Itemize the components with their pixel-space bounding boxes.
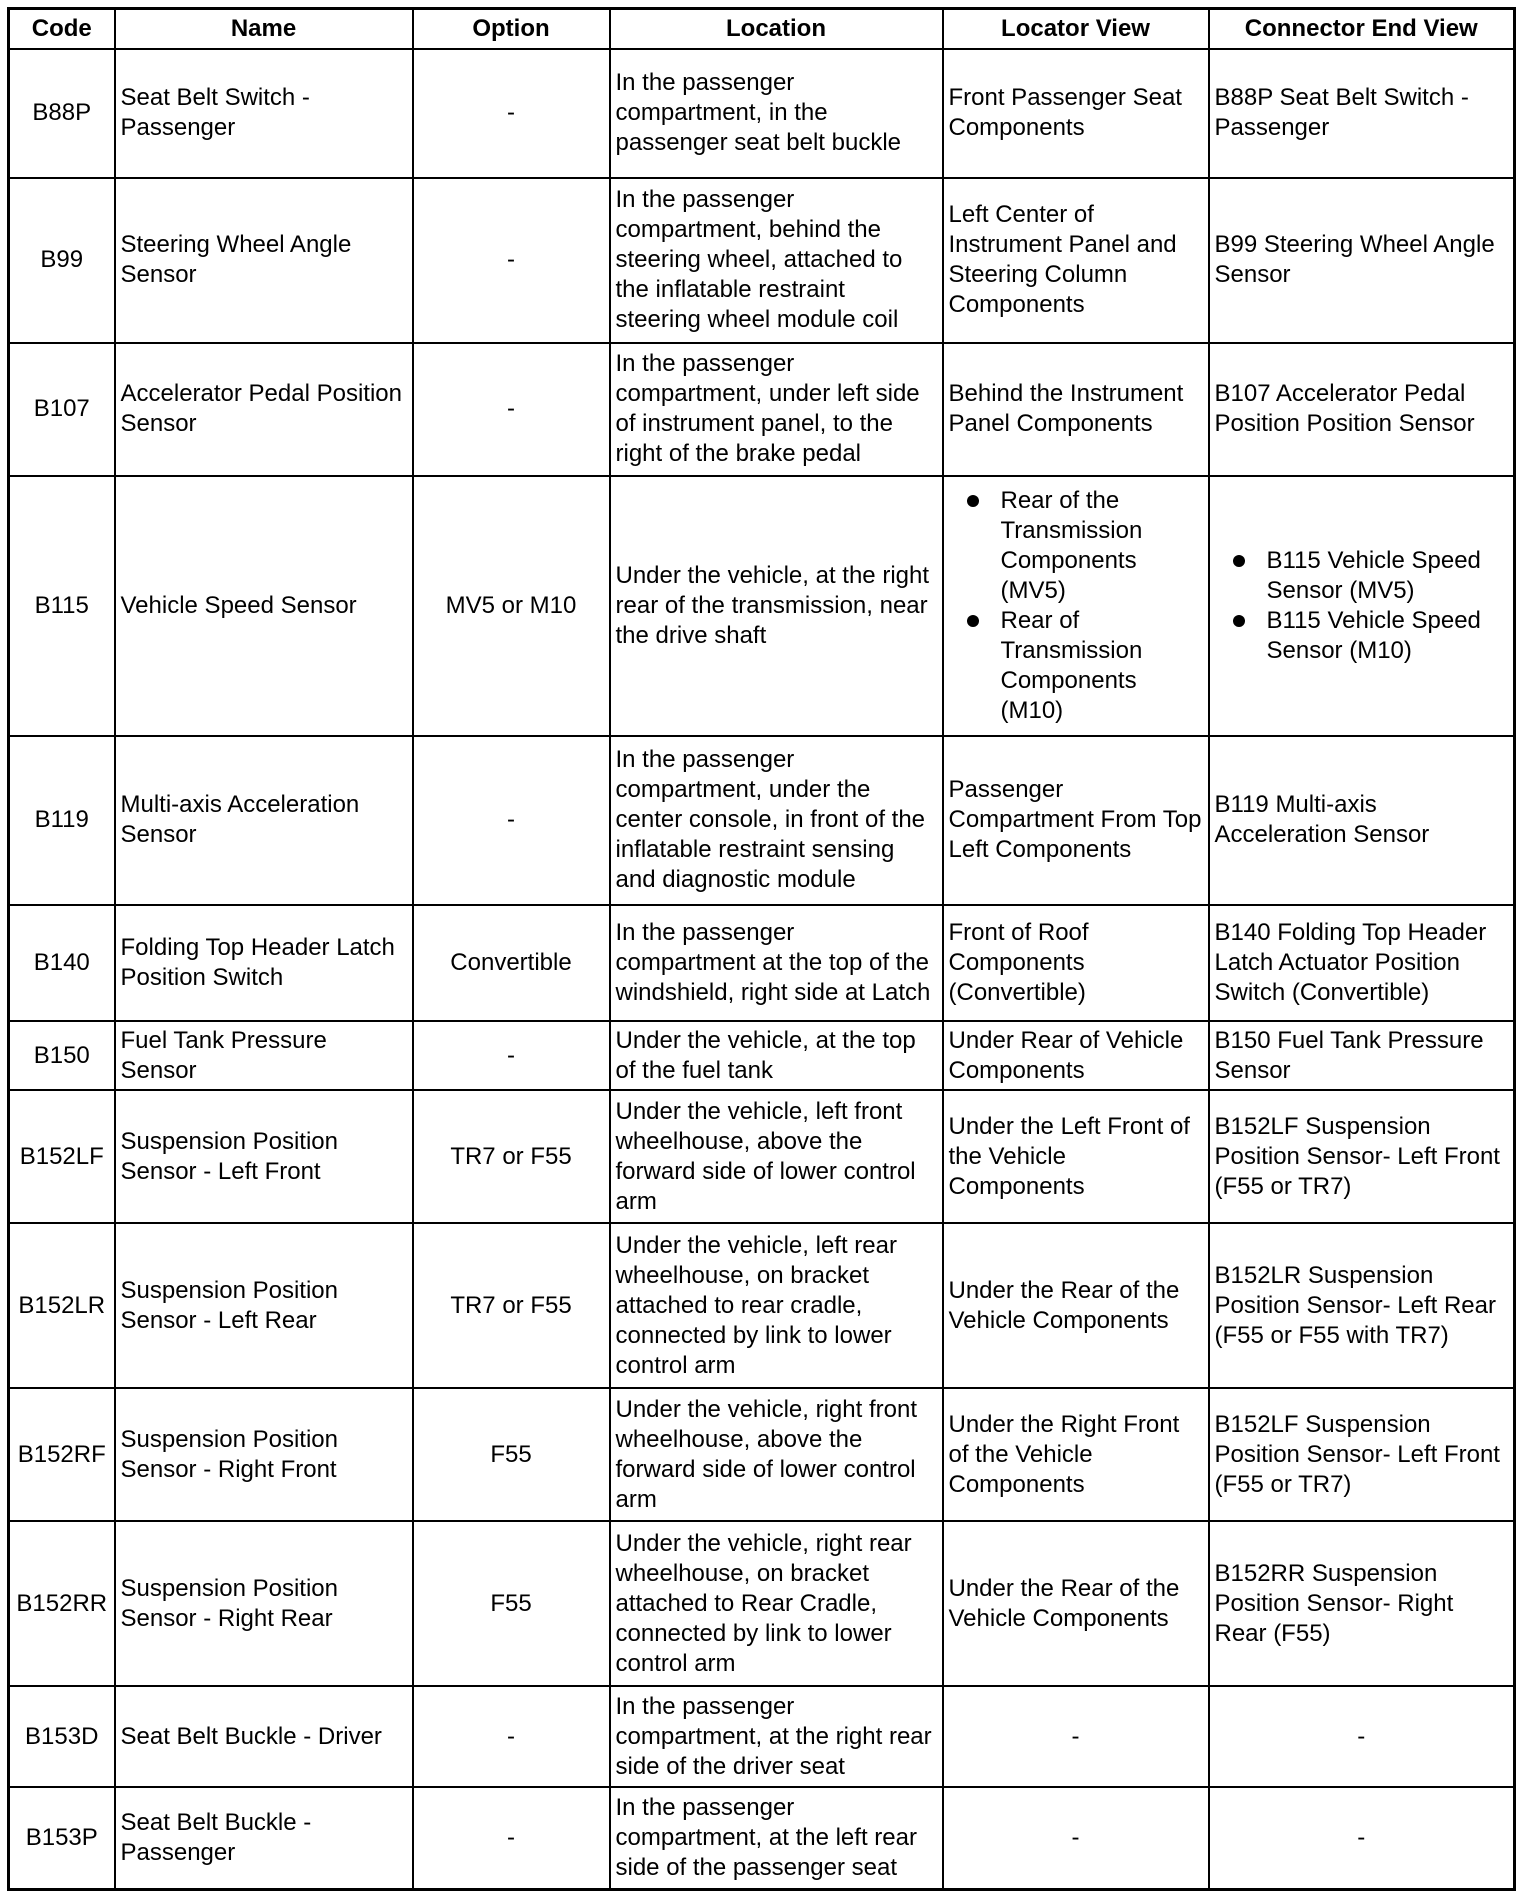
cell-code: B152LR [9,1223,115,1388]
cell-locator-view: Front Passenger Seat Components [943,49,1209,178]
table-row [9,1223,1515,1388]
table-row [9,905,1515,1021]
cell-locator-view [943,476,1209,736]
component-locator-table [7,7,1516,1891]
cell-connector-end-view: - [1209,1787,1515,1889]
cell-location: In the passenger compartment, behind the steering wheel, attached to the inflatable restraint steering wheel module coil [610,178,943,343]
cell-locator-view: Front of Roof Components (Convertible) [943,905,1209,1021]
cell-location: In the passenger compartment, under the center console, in front of the inflatable restraint sensing and diagnostic module [610,736,943,905]
cell-option: MV5 or M10 [413,476,610,736]
cell-name: Seat Belt Buckle - Passenger [115,1787,413,1889]
cell-connector-end-view: B140 Folding Top Header Latch Actuator Position Switch (Convertible) [1209,905,1515,1021]
table-body [9,49,1515,1890]
cell-connector-end-view: B119 Multi-axis Acceleration Sensor [1209,736,1515,905]
cell-locator-view: Under the Left Front of the Vehicle Components [943,1090,1209,1223]
cell-code: B153D [9,1686,115,1787]
cell-connector-end-view: B99 Steering Wheel Angle Sensor [1209,178,1515,343]
locator-bullet-list [949,486,1203,726]
cell-location: In the passenger compartment, under left side of instrument panel, to the right of the brake pedal [610,343,943,476]
header-name: Name [115,9,413,50]
locator-bullet-item: Rear of the Transmission Components (MV5) [1001,486,1203,606]
cell-name: Vehicle Speed Sensor [115,476,413,736]
cell-name: Suspension Position Sensor - Right Rear [115,1521,413,1686]
cell-locator-view: Under the Rear of the Vehicle Components [943,1223,1209,1388]
locator-bullet-item: Rear of Transmission Components (M10) [1001,606,1203,726]
cell-connector-end-view: - [1209,1686,1515,1787]
table-row [9,1686,1515,1787]
cell-connector-end-view: B107 Accelerator Pedal Position Position Sensor [1209,343,1515,476]
cell-locator-view: Under the Rear of the Vehicle Components [943,1521,1209,1686]
table-row [9,736,1515,905]
table-row [9,178,1515,343]
cell-name: Suspension Position Sensor - Left Rear [115,1223,413,1388]
cell-name: Suspension Position Sensor - Right Front [115,1388,413,1521]
cell-locator-view: Passenger Compartment From Top Left Components [943,736,1209,905]
table-row [9,1787,1515,1889]
cell-option: - [413,178,610,343]
cell-location: Under the vehicle, left rear wheelhouse, on bracket attached to rear cradle, connected by link to lower control arm [610,1223,943,1388]
cell-connector-end-view: B152LR Suspension Position Sensor- Left Rear (F55 or F55 with TR7) [1209,1223,1515,1388]
cell-location: Under the vehicle, right rear wheelhouse, on bracket attached to Rear Cradle, connected by link to lower control arm [610,1521,943,1686]
cell-option: - [413,1021,610,1091]
cell-option: - [413,343,610,476]
table-header-row [9,9,1515,50]
cell-code: B150 [9,1021,115,1091]
cell-name: Accelerator Pedal Position Sensor [115,343,413,476]
cell-option: TR7 or F55 [413,1223,610,1388]
table-row [9,1388,1515,1521]
cell-connector-end-view: B152LF Suspension Position Sensor- Left Front (F55 or TR7) [1209,1388,1515,1521]
cell-option: - [413,49,610,178]
connector-bullet-item: B115 Vehicle Speed Sensor (M10) [1267,606,1509,666]
cell-code: B140 [9,905,115,1021]
cell-location: In the passenger compartment, at the right rear side of the driver seat [610,1686,943,1787]
table-row [9,476,1515,736]
cell-option: - [413,1686,610,1787]
table-row [9,1521,1515,1686]
cell-option: F55 [413,1388,610,1521]
cell-locator-view: Left Center of Instrument Panel and Steering Column Components [943,178,1209,343]
cell-location: Under the vehicle, right front wheelhouse, above the forward side of lower control arm [610,1388,943,1521]
cell-connector-end-view [1209,476,1515,736]
cell-locator-view: - [943,1686,1209,1787]
cell-name: Folding Top Header Latch Position Switch [115,905,413,1021]
cell-locator-view: Under the Right Front of the Vehicle Components [943,1388,1209,1521]
cell-location: In the passenger compartment at the top of the windshield, right side at Latch [610,905,943,1021]
cell-code: B107 [9,343,115,476]
cell-code: B115 [9,476,115,736]
header-location: Location [610,9,943,50]
cell-option: TR7 or F55 [413,1090,610,1223]
cell-code: B153P [9,1787,115,1889]
cell-option: - [413,1787,610,1889]
cell-connector-end-view: B152LF Suspension Position Sensor- Left Front (F55 or TR7) [1209,1090,1515,1223]
header-code: Code [9,9,115,50]
cell-option: - [413,736,610,905]
connector-bullet-list [1215,546,1509,666]
connector-bullet-item: B115 Vehicle Speed Sensor (MV5) [1267,546,1509,606]
cell-name: Suspension Position Sensor - Left Front [115,1090,413,1223]
cell-code: B152RR [9,1521,115,1686]
cell-locator-view: Under Rear of Vehicle Components [943,1021,1209,1091]
cell-locator-view: - [943,1787,1209,1889]
cell-code: B99 [9,178,115,343]
cell-code: B88P [9,49,115,178]
cell-location: Under the vehicle, at the top of the fuel tank [610,1021,943,1091]
component-locator-table-page [7,7,1513,1891]
cell-name: Seat Belt Switch - Passenger [115,49,413,178]
cell-name: Multi-axis Acceleration Sensor [115,736,413,905]
cell-connector-end-view: B88P Seat Belt Switch - Passenger [1209,49,1515,178]
cell-name: Seat Belt Buckle - Driver [115,1686,413,1787]
table-row [9,343,1515,476]
cell-option: Convertible [413,905,610,1021]
cell-location: In the passenger compartment, at the left rear side of the passenger seat [610,1787,943,1889]
cell-location: In the passenger compartment, in the passenger seat belt buckle [610,49,943,178]
cell-name: Steering Wheel Angle Sensor [115,178,413,343]
cell-code: B119 [9,736,115,905]
cell-connector-end-view: B150 Fuel Tank Pressure Sensor [1209,1021,1515,1091]
cell-location: Under the vehicle, at the right rear of the transmission, near the drive shaft [610,476,943,736]
cell-locator-view: Behind the Instrument Panel Components [943,343,1209,476]
cell-code: B152RF [9,1388,115,1521]
header-connector-end-view: Connector End View [1209,9,1515,50]
cell-code: B152LF [9,1090,115,1223]
table-row [9,1021,1515,1091]
table-row [9,49,1515,178]
header-option: Option [413,9,610,50]
cell-option: F55 [413,1521,610,1686]
table-row [9,1090,1515,1223]
cell-connector-end-view: B152RR Suspension Position Sensor- Right Rear (F55) [1209,1521,1515,1686]
cell-location: Under the vehicle, left front wheelhouse, above the forward side of lower control arm [610,1090,943,1223]
cell-name: Fuel Tank Pressure Sensor [115,1021,413,1091]
header-locator-view: Locator View [943,9,1209,50]
